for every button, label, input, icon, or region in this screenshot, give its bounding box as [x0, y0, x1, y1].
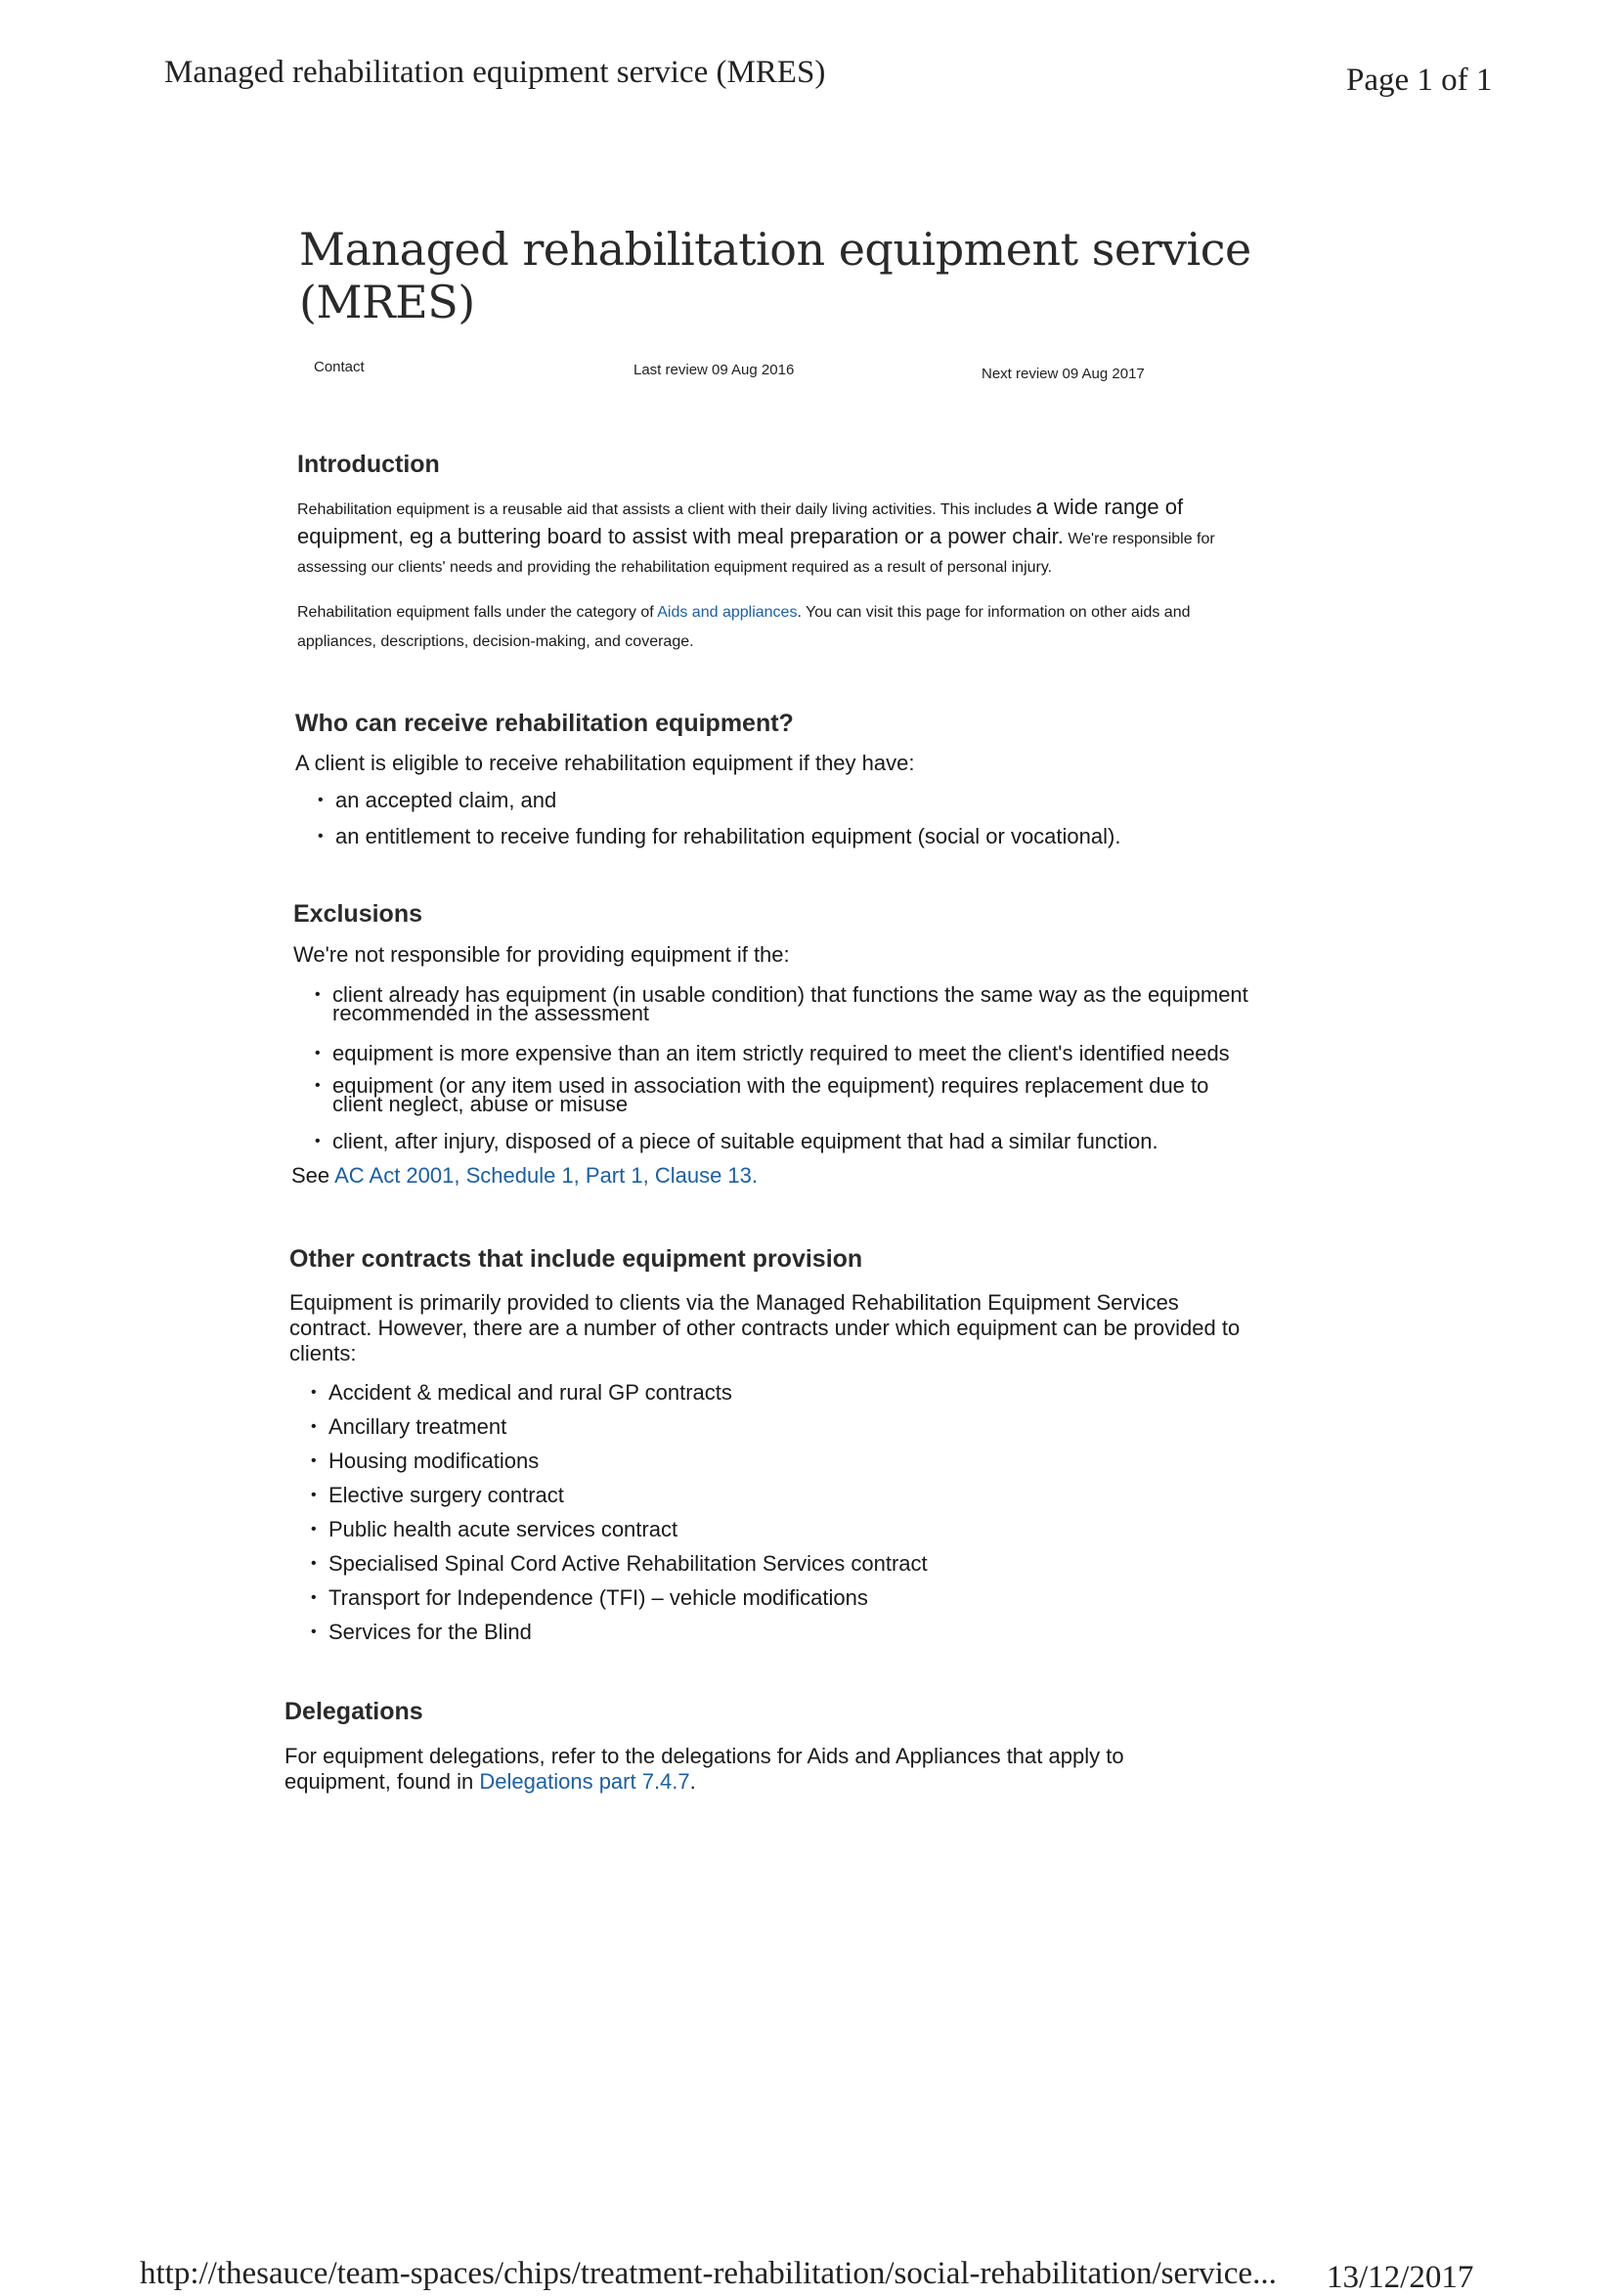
- list-item-text: equipment (or any item used in association with the equipment) requires replacement due to: [332, 1073, 1209, 1098]
- who-heading: Who can receive rehabilitation equipment?: [295, 710, 794, 737]
- delegations-link[interactable]: Delegations part 7.4.7: [479, 1769, 690, 1794]
- list-item-text: recommended in the assessment: [332, 1001, 650, 1025]
- paragraph-line: Equipment is primarily provided to clients via the Managed Rehabilitation Equipment Services: [289, 1290, 1179, 1315]
- list-item-text: Accident & medical and rural GP contracts: [328, 1380, 732, 1405]
- list-item: • Transport for Independence (TFI) – vehicle modifications: [311, 1585, 868, 1610]
- intro-text: a wide range of: [1035, 495, 1184, 519]
- contact-link[interactable]: Contact: [314, 359, 365, 375]
- list-item-text: Public health acute services contract: [328, 1517, 678, 1541]
- print-page-number: Page 1 of 1: [1346, 63, 1493, 98]
- list-item: • equipment is more expensive than an item strictly required to meet the client's identified needs: [315, 1041, 1230, 1065]
- introduction-paragraph-1: [297, 495, 1215, 583]
- print-footer-url: http://thesauce/team-spaces/chips/treatment-rehabilitation/social-rehabilitation/service...: [140, 2256, 1277, 2291]
- list-item: • Specialised Spinal Cord Active Rehabilitation Services contract: [311, 1551, 928, 1576]
- list-item: • an accepted claim, and: [318, 788, 557, 812]
- intro-text: Rehabilitation equipment falls under the category of: [297, 604, 654, 621]
- intro-text: equipment, eg a buttering board to assist with meal preparation or a power chair.: [297, 524, 1064, 548]
- intro-text: appliances, descriptions, decision-making, and coverage.: [297, 633, 694, 650]
- list-item-text: client neglect, abuse or misuse: [332, 1092, 629, 1116]
- intro-text: . You can visit this page for information on other aids and: [797, 604, 1191, 621]
- list-item: • an entitlement to receive funding for rehabilitation equipment (social or vocational).: [318, 824, 1121, 848]
- intro-text: Rehabilitation equipment is a reusable aid that assists a client with their daily living activities. This includes: [297, 501, 1032, 518]
- introduction-heading: Introduction: [297, 451, 440, 478]
- intro-text: We're responsible for: [1068, 531, 1215, 547]
- list-item: • equipment (or any item used in association with the equipment) requires replacement due to client neglect, abuse or misuse: [315, 1073, 1209, 1116]
- list-item: • Housing modifications: [311, 1449, 540, 1473]
- list-item: • client, after injury, disposed of a piece of suitable equipment that had a similar function.: [315, 1129, 1158, 1153]
- next-review: Next review 09 Aug 2017: [982, 366, 1145, 382]
- list-item-text: Services for the Blind: [328, 1620, 532, 1644]
- list-item-text: an accepted claim, and: [335, 788, 557, 812]
- who-intro: A client is eligible to receive rehabilitation equipment if they have:: [295, 751, 915, 775]
- list-item-text: equipment is more expensive than an item strictly required to meet the client's identified needs: [332, 1041, 1230, 1065]
- paragraph-line: contract. However, there are a number of other contracts under which equipment can be provided to: [289, 1316, 1241, 1340]
- page-title-line1: Managed rehabilitation equipment service: [299, 223, 1251, 276]
- paragraph-line: For equipment delegations, refer to the delegations for Aids and Appliances that apply to: [284, 1744, 1124, 1768]
- paragraph-line: equipment, found in: [284, 1769, 474, 1794]
- list-item: • Elective surgery contract: [311, 1483, 564, 1507]
- print-header-title: Managed rehabilitation equipment service (MRES): [164, 55, 826, 90]
- list-item: • client already has equipment (in usable condition) that functions the same way as the equipment recommended in the assessment: [315, 982, 1248, 1025]
- other-contracts-paragraph: [289, 1290, 1240, 1366]
- page-title: [299, 223, 1251, 328]
- list-item: • Ancillary treatment: [311, 1414, 507, 1439]
- list-item-text: Specialised Spinal Cord Active Rehabilitation Services contract: [328, 1551, 928, 1576]
- page-title-line2: (MRES): [299, 276, 475, 328]
- list-item: • Services for the Blind: [311, 1620, 532, 1644]
- list-item-text: client, after injury, disposed of a piece of suitable equipment that had a similar function.: [332, 1129, 1158, 1153]
- see-label: See: [291, 1163, 330, 1188]
- list-item: • Accident & medical and rural GP contracts: [311, 1380, 732, 1405]
- paragraph-line: clients:: [289, 1341, 357, 1365]
- other-contracts-heading: Other contracts that include equipment provision: [289, 1245, 863, 1273]
- list-item: • Public health acute services contract: [311, 1517, 678, 1541]
- list-item-text: client already has equipment (in usable condition) that functions the same way as the equipment: [332, 982, 1248, 1007]
- list-item-text: Transport for Independence (TFI) – vehicle modifications: [328, 1585, 868, 1610]
- list-item-text: Elective surgery contract: [328, 1483, 564, 1507]
- delegations-paragraph: [284, 1744, 1124, 1795]
- last-review: Last review 09 Aug 2016: [633, 362, 795, 378]
- exclusions-intro: We're not responsible for providing equipment if the:: [293, 942, 790, 967]
- list-item-text: an entitlement to receive funding for rehabilitation equipment (social or vocational).: [335, 824, 1121, 848]
- exclusions-heading: Exclusions: [293, 900, 422, 928]
- introduction-paragraph-2: [297, 598, 1190, 657]
- see-reference: [291, 1163, 758, 1189]
- intro-text: assessing our clients' needs and providing the rehabilitation equipment required as a result of personal injury.: [297, 559, 1053, 576]
- list-item-text: Ancillary treatment: [328, 1414, 507, 1439]
- punctuation: .: [689, 1769, 696, 1794]
- list-item-text: Housing modifications: [328, 1449, 540, 1473]
- delegations-heading: Delegations: [284, 1698, 423, 1725]
- ac-act-link[interactable]: AC Act 2001, Schedule 1, Part 1, Clause 13.: [334, 1163, 758, 1188]
- print-footer-date: 13/12/2017: [1327, 2260, 1474, 2295]
- other-contracts-list: [311, 1380, 928, 1654]
- aids-and-appliances-link[interactable]: Aids and appliances: [657, 604, 798, 621]
